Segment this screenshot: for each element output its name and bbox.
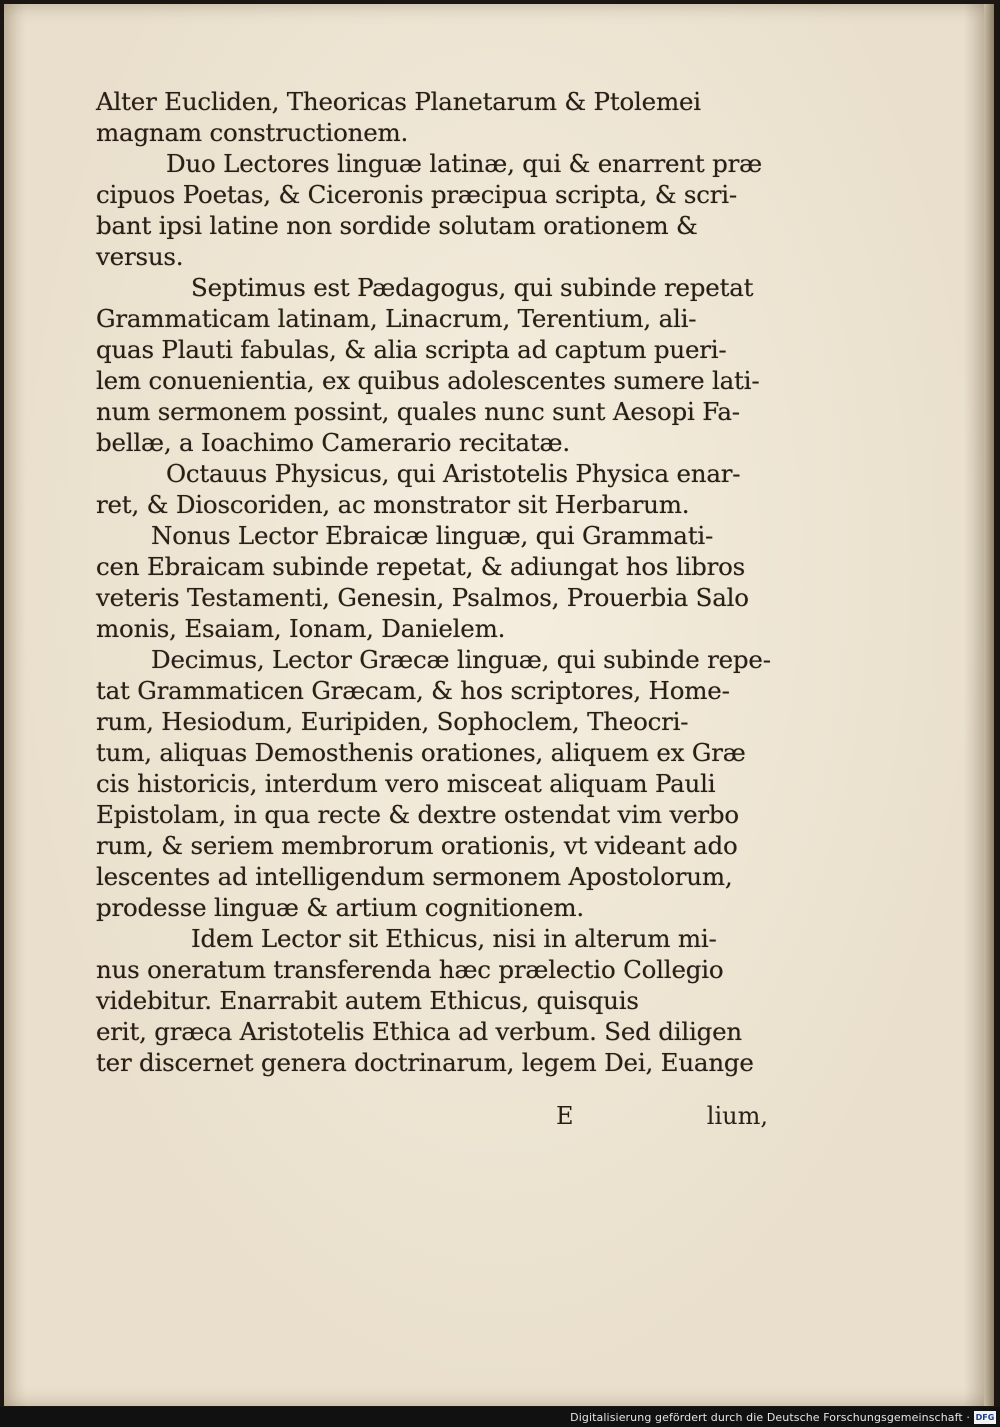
page-edge: [984, 4, 994, 1406]
digitization-footer: [0, 1407, 1000, 1427]
text-line: bellæ, a Ioachimo Camerario recitatæ.: [96, 428, 570, 457]
text-line: erit, græca Aristotelis Ethica ad verbum. Sed diligen: [96, 1017, 742, 1046]
text-line: cipuos Poetas, & Ciceronis præcipua scripta, & scri-: [96, 180, 738, 209]
text-line: tat Grammaticen Græcam, & hos scriptores, Home-: [96, 676, 730, 705]
text-line: Nonus Lector Ebraicæ linguæ, qui Grammati-: [151, 521, 714, 550]
text-line: Epistolam, in qua recte & dextre ostendat vim verbo: [96, 800, 739, 829]
text-line: ter discernet genera doctrinarum, legem Dei, Euange: [96, 1048, 754, 1077]
catchword: lium,: [706, 1102, 768, 1130]
text-line: tum, aliquas Demosthenis orationes, aliquem ex Græ: [96, 738, 746, 767]
text-line: ret, & Dioscoriden, ac monstrator sit Herbarum.: [96, 490, 690, 519]
text-line: cen Ebraicam subinde repetat, & adiungat hos libros: [96, 552, 746, 581]
text-line: veteris Testamenti, Genesin, Psalmos, Prouerbia Salo: [96, 583, 749, 612]
text-line: magnam constructionem.: [96, 118, 409, 147]
text-line: rum, Hesiodum, Euripiden, Sophoclem, Theocri-: [96, 707, 689, 736]
text-line: versus.: [96, 242, 184, 271]
text-line: Alter Eucliden, Theoricas Planetarum & Ptolemei: [96, 87, 701, 116]
text-line: Septimus est Pædagogus, qui subinde repetat: [191, 273, 754, 302]
text-line: lem conuenientia, ex quibus adolescentes sumere lati-: [96, 366, 760, 395]
text-line: monis, Esaiam, Ionam, Danielem.: [96, 614, 506, 643]
text-line: rum, & seriem membrorum orationis, vt videant ado: [96, 831, 738, 860]
text-line: Grammaticam latinam, Linacrum, Terentium, ali-: [96, 304, 697, 333]
text-line: Idem Lector sit Ethicus, nisi in alterum mi-: [191, 924, 717, 953]
page-footer-marks: [96, 1102, 768, 1136]
text-line: Duo Lectores linguæ latinæ, qui & enarrent præ: [166, 149, 762, 178]
text-line: Octauus Physicus, qui Aristotelis Physica enar-: [166, 459, 741, 488]
text-line: prodesse linguæ & artium cognitionem.: [96, 893, 584, 922]
text-line: quas Plauti fabulas, & alia scripta ad captum pueri-: [96, 335, 727, 364]
text-line: bant ipsi latine non sordide solutam orationem &: [96, 211, 698, 240]
text-line: videbitur. Enarrabit autem Ethicus, quisquis: [96, 986, 639, 1015]
text-line: lescentes ad intelligendum sermonem Apostolorum,: [96, 862, 733, 891]
signature-mark: E: [556, 1102, 574, 1130]
text-line: cis historicis, interdum vero misceat aliquam Pauli: [96, 769, 716, 798]
text-line: nus oneratum transferenda hæc prælectio Collegio: [96, 955, 724, 984]
text-line: Decimus, Lector Græcæ linguæ, qui subinde repe-: [151, 645, 771, 674]
text-line: num sermonem possint, quales nunc sunt Aesopi Fa-: [96, 397, 740, 426]
dfg-logo-icon: DFG: [975, 1413, 995, 1422]
book-page: [4, 4, 994, 1406]
funding-notice: Digitalisierung gefördert durch die Deutsche Forschungsgemeinschaft ·: [570, 1411, 970, 1424]
page-body-text: [96, 86, 786, 1078]
